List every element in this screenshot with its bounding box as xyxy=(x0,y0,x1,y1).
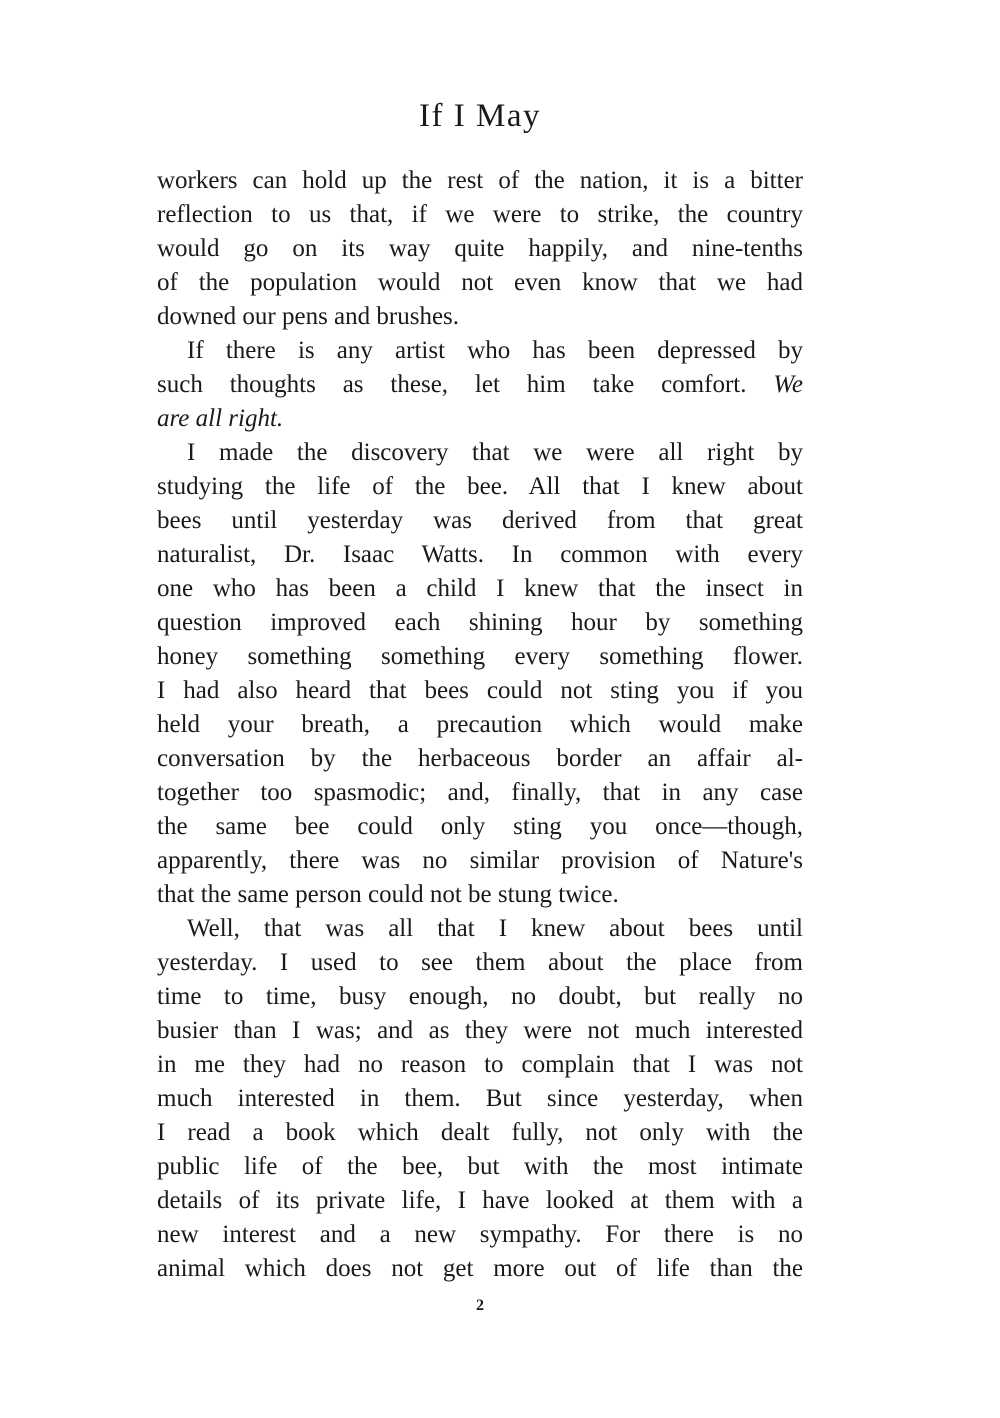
text-line: one who has been a child I knew that the insect in xyxy=(157,575,803,602)
text-line: busier than I was; and as they were not much interested xyxy=(157,1017,803,1044)
text-line: Well, that was all that I knew about bees until xyxy=(187,915,803,942)
text-line: animal which does not get more out of life than the xyxy=(157,1255,803,1282)
italic-text: We xyxy=(773,371,804,398)
text-line: conversation by the herbaceous border an affair al- xyxy=(157,745,803,772)
text-line: details of its private life, I have looked at them with a xyxy=(157,1187,803,1214)
text-line: apparently, there was no similar provision of Nature's xyxy=(157,847,803,874)
text-line: of the population would not even know that we had xyxy=(157,269,803,296)
page-number: 2 xyxy=(476,1297,484,1314)
text-line: I read a book which dealt fully, not only with the xyxy=(157,1119,803,1146)
text-line: public life of the bee, but with the most intimate xyxy=(157,1153,803,1180)
text-line xyxy=(157,368,803,402)
text-line: bees until yesterday was derived from that great xyxy=(157,507,803,534)
text-line: question improved each shining hour by something xyxy=(157,609,803,636)
text-line: new interest and a new sympathy. For there is no xyxy=(157,1221,803,1248)
body-text xyxy=(157,164,803,1286)
text-line: I made the discovery that we were all right by xyxy=(187,439,803,466)
text-line: much interested in them. But since yesterday, when xyxy=(157,1085,803,1112)
italic-text-line: are all right. xyxy=(157,405,284,432)
text-line: studying the life of the bee. All that I knew about xyxy=(157,473,803,500)
paragraph-3 xyxy=(157,436,803,912)
text-line: naturalist, Dr. Isaac Watts. In common with every xyxy=(157,541,803,568)
text-line: workers can hold up the rest of the nation, it is a bitter xyxy=(157,167,803,194)
text-line: If there is any artist who has been depressed by xyxy=(187,337,803,364)
paragraph-1 xyxy=(157,164,803,334)
text-segment: such thoughts as these, let him take comfort. xyxy=(157,371,747,398)
text-line: I had also heard that bees could not sting you if you xyxy=(157,677,803,704)
text-line: honey something something every something flower. xyxy=(157,643,803,670)
text-line: yesterday. I used to see them about the place from xyxy=(157,949,803,976)
text-line: downed our pens and brushes. xyxy=(157,303,460,330)
text-line: time to time, busy enough, no doubt, but really no xyxy=(157,983,803,1010)
text-line: the same bee could only sting you once—though, xyxy=(157,813,803,840)
running-head: If I May xyxy=(419,98,541,134)
text-line: held your breath, a precaution which would make xyxy=(157,711,803,738)
text-line: that the same person could not be stung twice. xyxy=(157,881,619,908)
paragraph-2 xyxy=(157,334,803,436)
text-line: in me they had no reason to complain that I was not xyxy=(157,1051,803,1078)
text-line: together too spasmodic; and, finally, that in any case xyxy=(157,779,803,806)
text-line: reflection to us that, if we were to strike, the country xyxy=(157,201,803,228)
paragraph-4 xyxy=(157,912,803,1286)
text-line: would go on its way quite happily, and nine-tenths xyxy=(157,235,803,262)
